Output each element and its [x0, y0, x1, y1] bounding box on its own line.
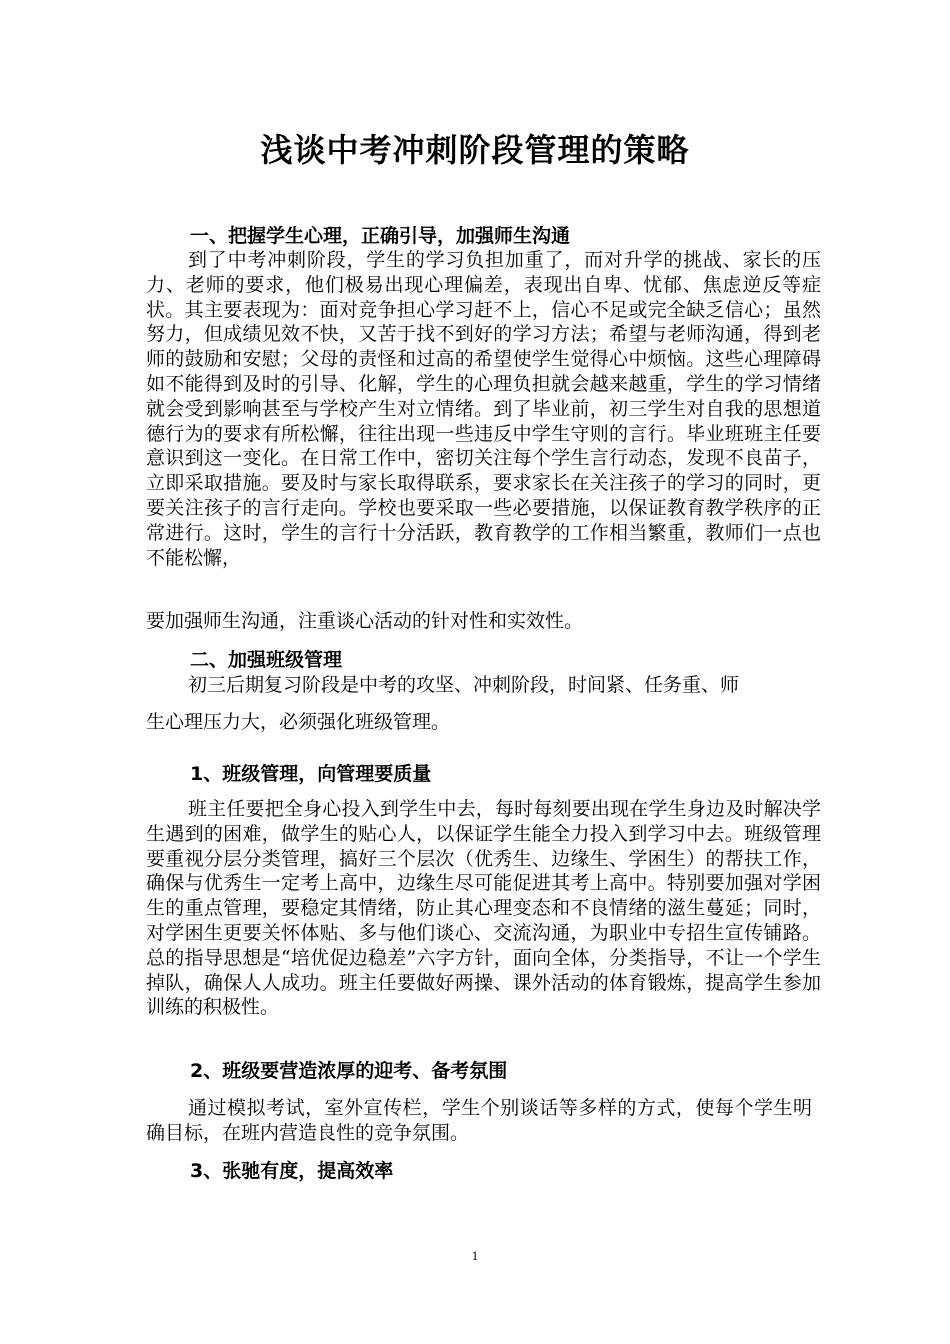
page-number: 1	[471, 1248, 479, 1263]
subsection-heading-1: 1、班级管理，向管理要质量	[190, 763, 432, 785]
subsection-heading-3: 3、张驰有度，提高效率	[190, 1160, 394, 1182]
section-paragraph-2-end: 生心理压力大，必须强化班级管理。	[146, 711, 451, 733]
subsection-heading-2: 2、班级要营造浓厚的迎考、备考氛围	[190, 1060, 508, 1082]
section-heading-1: 一、把握学生心理，正确引导，加强师生沟通	[190, 225, 571, 247]
document-title: 浅谈中考冲刺阶段管理的策略	[260, 131, 690, 169]
subsection-paragraph-2: 通过模拟考试，室外宣传栏，学生个别谈话等多样的方式，使每个学生明确目标，在班内营造良性的竞争氛围。	[146, 1097, 812, 1144]
section-paragraph-2: 初三后期复习阶段是中考的攻坚、冲刺阶段，时间紧、任务重、师	[188, 674, 740, 696]
section-paragraph-1: 到了中考冲刺阶段，学生的学习负担加重了，而对升学的挑战、家长的压力、老师的要求，他们极易出现心理偏差，表现出自卑、忧郁、焦虑逆反等症状。其主要表现为：面对竞争担心学习赶不上，信心不足或完全缺乏信心；虽然努力，但成绩见效不快，又苦于找不到好的学习方法；希望与老师沟通，得到老师的鼓励和安慰；父母的责怪和过高的希望使学生觉得心中烦恼。这些心理障碍如不能得到及时的引导、化解，学生的心理负担就会越来越重，学生的学习情绪就会受到影响甚至与学校产生对立情绪。到了毕业前，初三学生对自我的思想道德行为的要求有所松懈，往往出现一些违反中学生守则的言行。毕业班班主任要意识到这一变化。在日常工作中，密切关注每个学生言行动态，发现不良苗子，立即采取措施。要及时与家长取得联系，要求家长在关注孩子的学习的同时，更要关注孩子的言行走向。学校也要采取一些必要措施，以保证教育教学秩序的正常进行。这时，学生的言行十分活跃，教育教学的工作相当繁重，教师们一点也不能松懈，	[146, 249, 821, 569]
section-heading-2: 二、加强班级管理	[190, 649, 343, 671]
subsection-paragraph-1: 班主任要把全身心投入到学生中去，每时每刻要出现在学生身边及时解决学生遇到的困难，做学生的贴心人，以保证学生能全力投入到学习中去。班级管理要重视分层分类管理，搞好三个层次（优秀生、边缘生、学困生）的帮扶工作，确保与优秀生一定考上高中，边缘生尽可能促进其考上高中。特别要加强对学困生的重点管理，要稳定其情绪，防止其心理变态和不良情绪的滋生蔓延；同时，对学困生更要关怀体贴、多与他们谈心、交流沟通，为职业中专招生宣传铺路。总的指导思想是“培优促边稳差”六字方针，面向全体，分类指导，不让一个学生掉队，确保人人成功。班主任要做好两操、课外活动的体育锻炼，提高学生参加训练的积极性。	[146, 798, 821, 1019]
section-paragraph-1-end: 要加强师生沟通，注重谈心活动的针对性和实效性。	[146, 610, 584, 632]
